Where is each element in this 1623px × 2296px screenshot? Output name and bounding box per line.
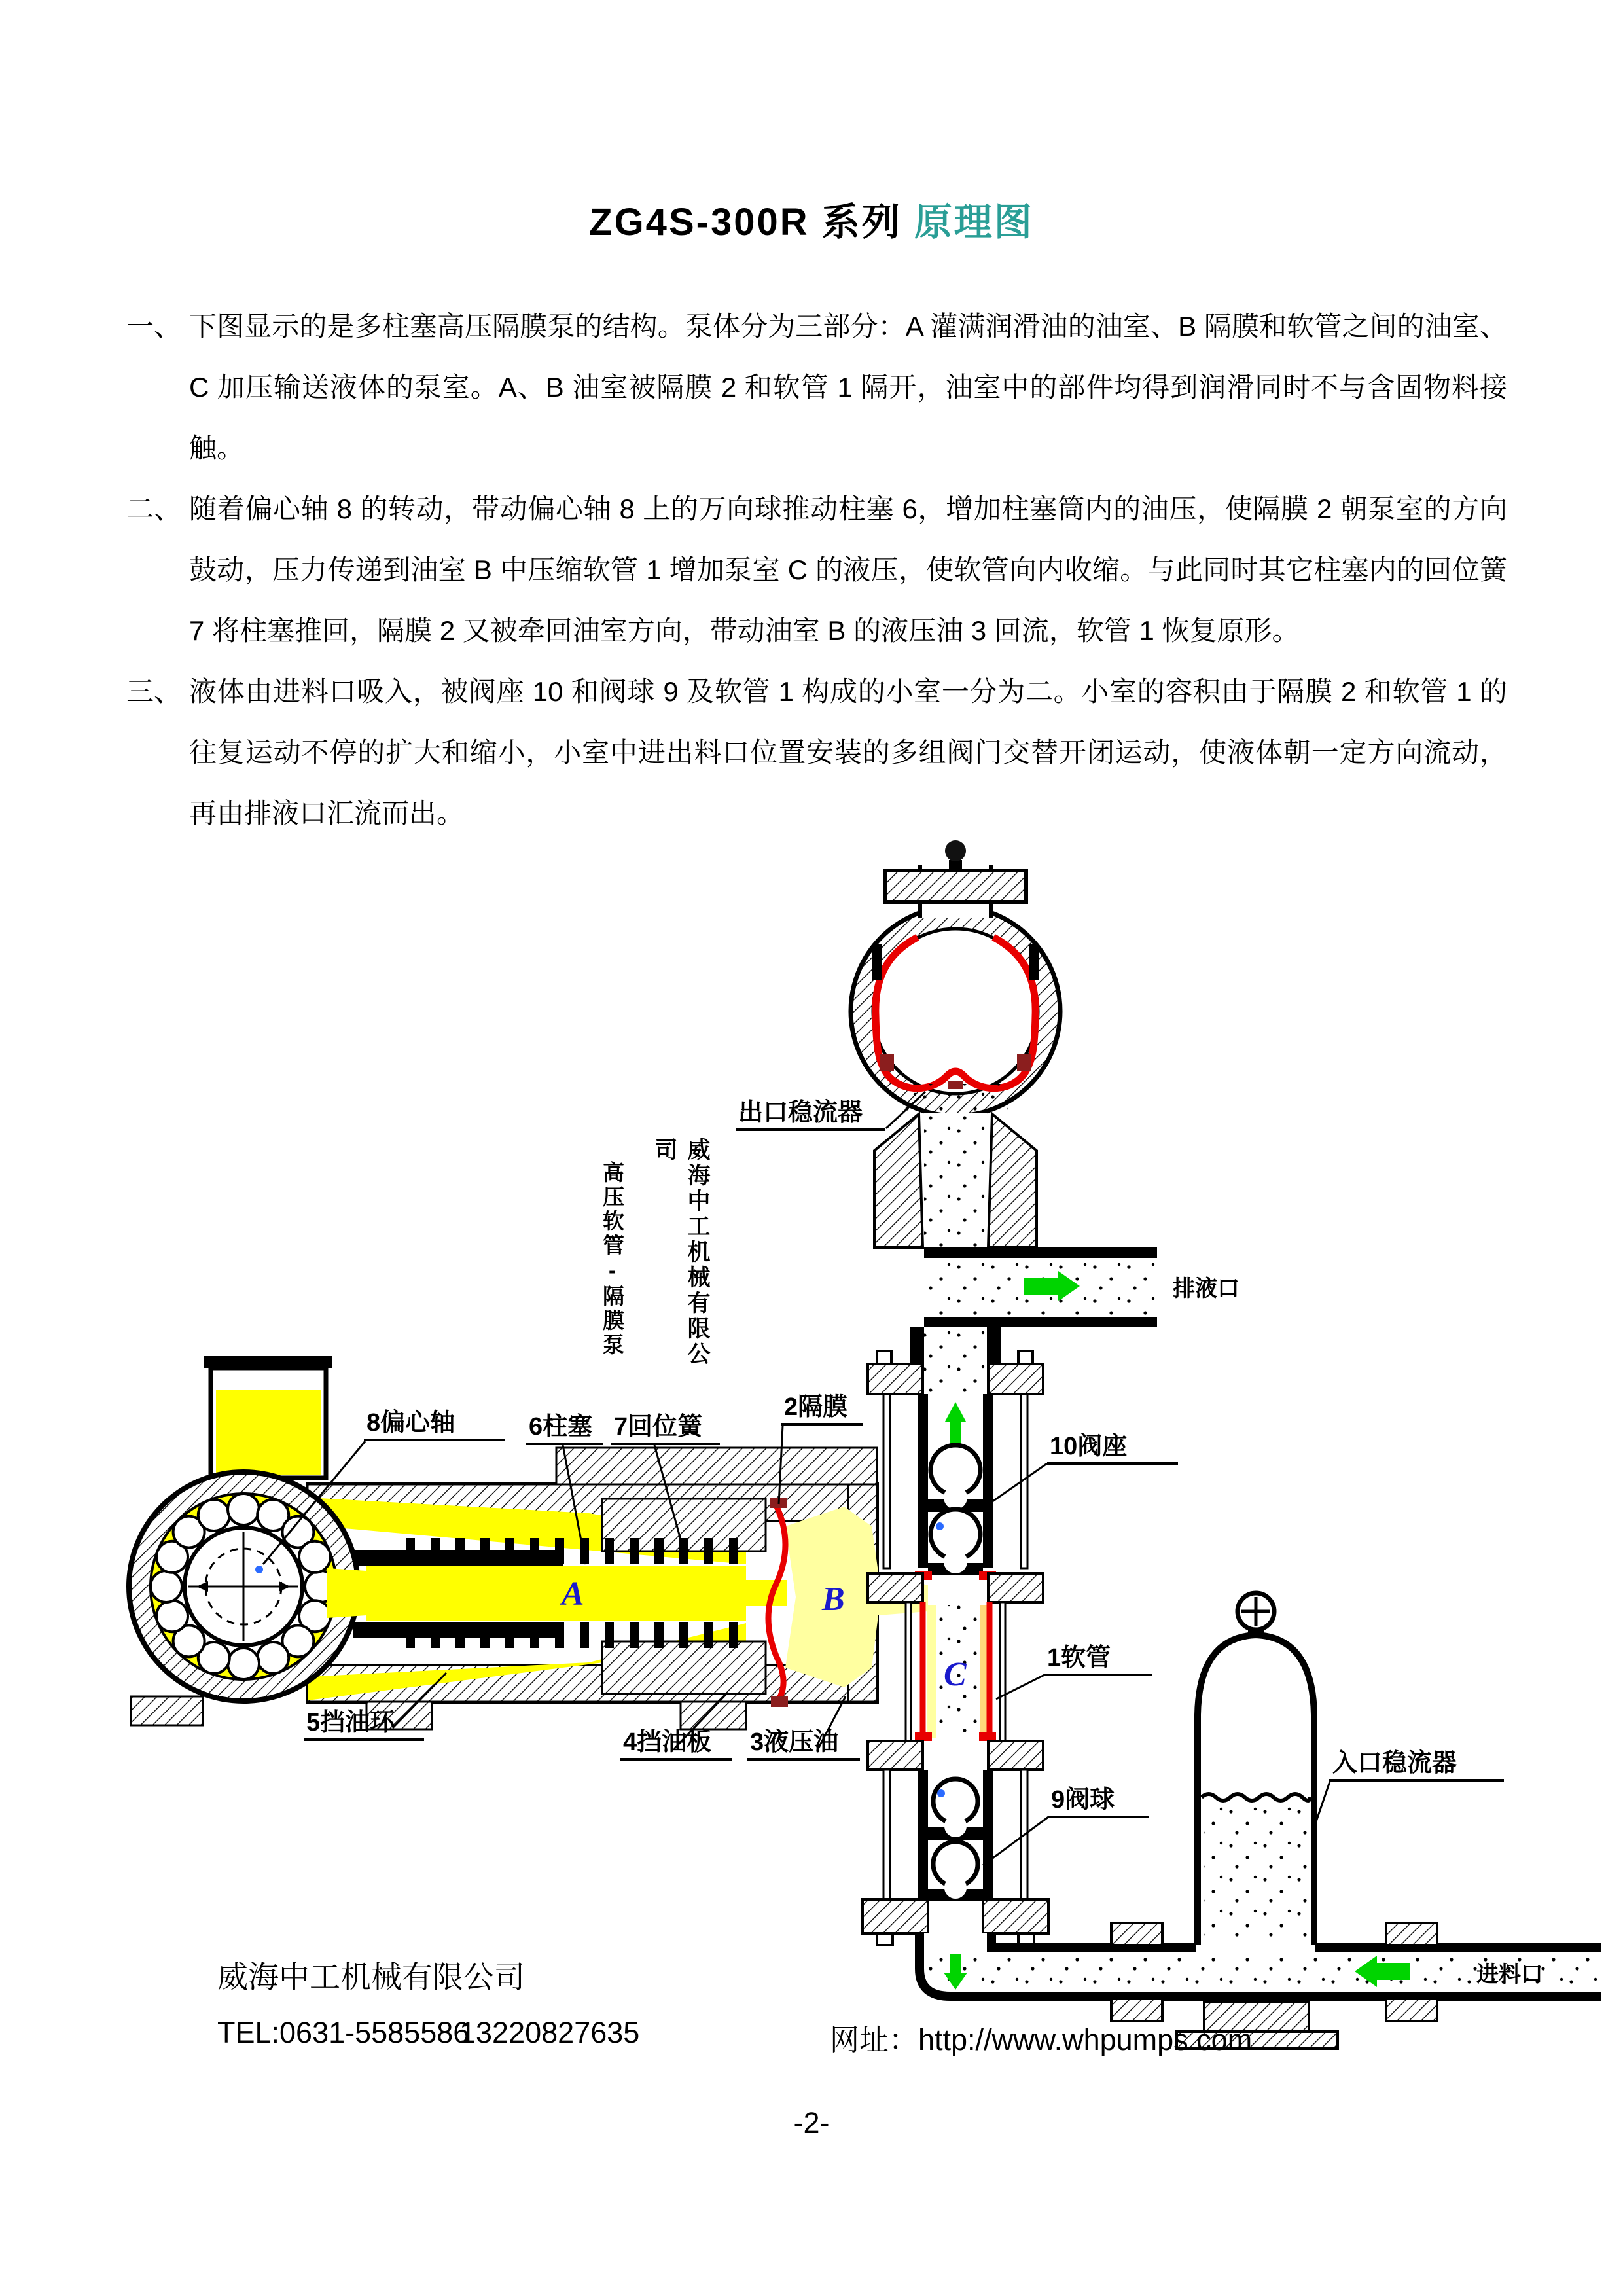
paragraph-1-marker: 一、 — [126, 311, 182, 342]
svg-text:1软管: 1软管 — [1047, 1644, 1111, 1672]
label-chamber-c: C — [944, 1656, 967, 1693]
label-chamber-b: B — [822, 1581, 845, 1618]
label-part3 — [747, 1696, 860, 1759]
svg-text:6柱塞: 6柱塞 — [529, 1413, 593, 1441]
sphere-bolt — [945, 840, 966, 861]
footer-company: 威海中工机械有限公司 — [217, 1960, 525, 1994]
outlet-stabilizer — [851, 840, 1060, 1116]
label-inlet-stabilizer — [1314, 1749, 1504, 1827]
lower-valve-assembly — [883, 1770, 1027, 1901]
svg-text:4挡油板: 4挡油板 — [623, 1729, 712, 1756]
title-main: ZG4S-300R 系列 — [589, 201, 902, 243]
footer-telephone: TEL:0631-5585586 — [217, 2016, 470, 2049]
sphere-cap — [885, 870, 1026, 902]
plunger — [366, 1566, 746, 1621]
svg-text:2隔膜: 2隔膜 — [784, 1393, 848, 1421]
svg-text:出口稳流器: 出口稳流器 — [738, 1099, 863, 1126]
svg-text:8偏心轴: 8偏心轴 — [366, 1409, 455, 1437]
paragraph-2-text: 随着偏心轴 8 的转动，带动偏心轴 8 上的万向球推动柱塞 6，增加柱塞筒内的油压，使隔膜 2 朝泵室的方向鼓动，压力传递到油室 B 中压缩软管 1 增加泵室 C 的液压，使软管向内收缩。与此同时其它柱塞内的回位簧 7 将柱塞推回，隔膜 2 又被牵回油室方向，带动油室 B 的液压油 3 回流，软管 1 恢复原形。 — [189, 493, 1507, 646]
label-part9 — [983, 1786, 1149, 1865]
svg-text:9阀球: 9阀球 — [1051, 1786, 1115, 1814]
upper-valve-assembly — [883, 1394, 1027, 1575]
discharge-column — [863, 1113, 1157, 1945]
label-part1 — [996, 1644, 1152, 1699]
footer-website: 网址：http://www.whpumps.com — [830, 2023, 1253, 2056]
paragraph-3-text: 液体由进料口吸入，被阀座 10 和阀球 9 及软管 1 构成的小室一分为二。小室的容积由于隔膜 2 和软管 1 的往复运动不停的扩大和缩小，小室中进出料口位置安装的多组阀门交替开闭运动，使液体朝一定方向流动，再由排液口汇流而出。 — [189, 676, 1507, 829]
vertical-company-text: 威海中工机械有限公司 — [652, 1138, 710, 1367]
label-chamber-a: A — [562, 1575, 584, 1613]
paragraph-3-marker: 三、 — [126, 676, 182, 707]
discharge-pipe — [924, 1247, 1157, 1327]
svg-text:10阀座: 10阀座 — [1050, 1433, 1128, 1460]
body-foot-right — [681, 1702, 746, 1729]
svg-text:入口稳流器: 入口稳流器 — [1332, 1749, 1457, 1777]
label-part10 — [987, 1433, 1178, 1505]
body-foot-left — [131, 1696, 203, 1725]
paragraph-1-text: 下图显示的是多柱塞高压隔膜泵的结构。泵体分为三部分：A 灌满润滑油的油室、B 隔膜和软管之间的油室、C 加压输送液体的泵室。A、B 油室被隔膜 2 和软管 1 隔开，油室中的部件均得到润滑同时不与含固物料接触。 — [189, 311, 1507, 463]
crankcase — [129, 1472, 358, 1701]
footer-mobile: 13220827635 — [459, 2016, 640, 2049]
svg-text:3液压油: 3液压油 — [750, 1729, 839, 1756]
svg-text:7回位簧: 7回位簧 — [614, 1413, 703, 1441]
label-discharge-port: 排液口 — [1173, 1276, 1240, 1301]
svg-text:5挡油环: 5挡油环 — [306, 1709, 395, 1736]
title-highlight: 原理图 — [914, 201, 1034, 243]
label-inlet-port: 进料口 — [1476, 1962, 1543, 1987]
paragraph-2-marker: 二、 — [126, 493, 182, 524]
inlet-stabilizer — [1198, 1593, 1314, 1945]
page-number: -2- — [793, 2106, 830, 2140]
vertical-product-text: 高压软管-隔膜泵 — [600, 1161, 624, 1357]
